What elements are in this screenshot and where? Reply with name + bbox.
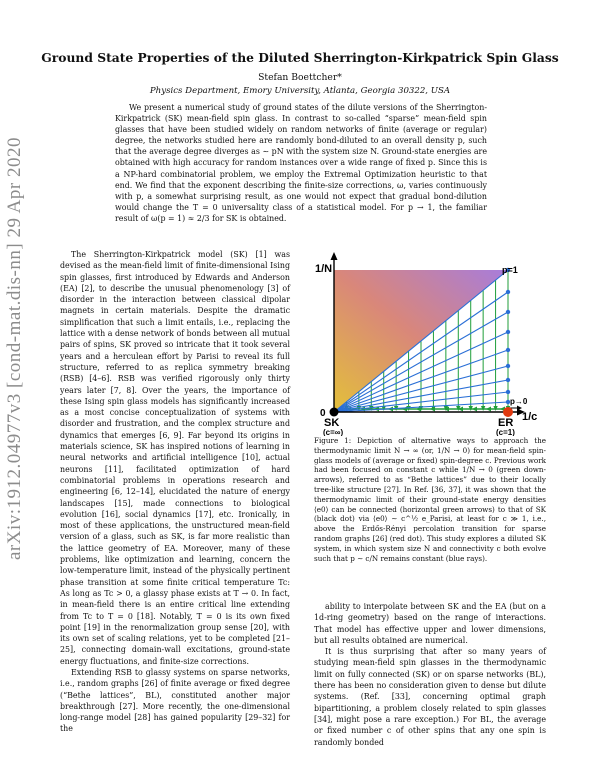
x-axis-label: 1/c bbox=[522, 411, 538, 423]
green-left-arrow bbox=[486, 407, 491, 412]
p0-label: p→0 bbox=[510, 397, 528, 406]
y-axis-arrowhead bbox=[331, 252, 338, 260]
author-affiliation: Physics Department, Emory University, Atlanta, Georgia 30322, USA bbox=[149, 86, 451, 96]
right-column bbox=[314, 601, 546, 748]
origin-label: 0 bbox=[320, 408, 326, 419]
er-sublabel: (c=1) bbox=[496, 428, 515, 436]
arxiv-identifier: arXiv:1912.04977v3 [cond-mat.dis-nn] 29 Apr 2020 bbox=[4, 137, 25, 560]
y-axis-label: 1/N bbox=[315, 263, 333, 275]
green-left-arrow bbox=[402, 407, 407, 412]
body-paragraph: It is thus surprising that after so many years of studying mean-field spin glasses in the thermodynamic limit on fully connected (SK) or on sparse networks (BL), there has been no consideration given to dense but dilute systems. (Ref. [33], concerning optimal graph bipartitioning, a problem closely related to spin glasses [34], might pose a rare exception.) For BL, the average or fixed number c of other spins that any one spin is randomly bonded bbox=[314, 647, 546, 747]
p1-label: p=1 bbox=[502, 265, 518, 275]
er-point bbox=[503, 407, 513, 417]
sk-label: SK bbox=[324, 417, 340, 429]
er-label: ER bbox=[498, 417, 514, 429]
abstract: We present a numerical study of ground states of the dilute versions of the Sherrington-Kirkpatrick (SK) mean-field spin glass. In contrast to so-called “sparse” mean-field spin glasses that have been studied widely on random networks of finite (average or regular) degree, the networks studied here are randomly bond-diluted to an overall density p, such that the average degree diverges as ∼ pN with the system size N. Ground-state energies are obtained with high accuracy for random instances over a wide range of fixed p. Since this is a NP-hard combinatorial problem, we employ the Extremal Optimization heuristic to that end. We find that the exponent describing the finite-size corrections, ω, varies continuously with p, a somewhat surprising result, as one would not expect that gradual bond-dilution would change the T = 0 universality class of a statistical model. For p → 1, the familiar result of ω(p = 1) ≈ 2/3 for SK is obtained. bbox=[115, 103, 487, 223]
blue-ray-arrowhead bbox=[506, 310, 510, 314]
blue-ray-arrowhead bbox=[506, 330, 510, 334]
figure-caption: Figure 1: Depiction of alternative ways to approach the thermodynamic limit N → ∞ (or, 1/N → 0) for mean-field spin-glass models of (average or fixed) spin-degree c. Previous work had been focused on constant c while 1/N → 0 (green down-arrows), referred to as “Bethe lattices” due to their locally tree-like structure [27]. In Ref. [36, 37], it was shown that the thermodynamic limit of their ground-state energy densities ⟨e0⟩ can be connected (horizontal green arrows) to that of SK (black dot) via ⟨e0⟩ ∼ c^½ e_Parisi, at least for c ≫ 1, i.e., above the Erdős-Rényi percolation transition for sparse random graphs [26] (red dot). This study explores a diluted SK system, in which system size N and connectivity c both evolve such that p ∼ c/N remains constant (blue rays). bbox=[314, 436, 546, 563]
body-paragraph: ability to interpolate between SK and the EA (but on a 1d-ring geometry) based on the range of interactions. That model has effective upper and lower dimensions, but all results obtained are numerical. bbox=[314, 602, 546, 645]
blue-ray-arrowhead bbox=[506, 364, 510, 368]
body-paragraph: The Sherrington-Kirkpatrick model (SK) [1] was devised as the mean-field limit of finite-dimensional Ising spin glasses, first introduced by Edwards and Anderson (EA) [2], to describe the unusual phenomenology [3] of disorder in the interaction between classical dipolar magnets in certain materials. Despite the dramatic simplification that such a limit entails, i.e., replacing the lattice with a dense network of bonds between all mutual pairs of spins, SK proved so intricate that it took several years and a herculean effort by Parisi to reveal its full structure, referred to as replica symmetry breaking (RSB) [4–6]. RSB was verified rigorously only thirty years later [7, 8]. Over the years, the importance of these Ising spin glass models has significantly increased as a most concise conceptualization of systems with disorder and frustration, and the complex structure and dynamics that emerges [6, 9]. Far beyond its origins in materials science, SK has inspired notions of learning in neural networks and artificial intelligence [10], actual neurons [11], facilitated optimization of hard combinatorial problems in operations research and engineering [6, 12–14], elucidated the nature of energy landscapes [15], made connections to biological evolution [16], social dynamics [17], etc. Ironically, in most of these applications, the unstructured mean-field version of a glass, such as SK, is far more realistic than the lattice geometry of EA. Moreover, many of these problems, like optimization and learning, concern the low-temperature limit, instead of the physically pertinent phase transition at some finite critical temperature Tc: As long as Tc > 0, a glassy phase exists at T → 0. In fact, in mean-field there is an entire critical line extending from Tc to T = 0 [18]. Notably, T = 0 is its own fixed point [19] in the renormalization group sense [20], with its own set of scaling relations, yet to be completed [21–25], connecting domain-wall excitations, ground-state energy fluctuations, and finite-size corrections. bbox=[60, 250, 291, 666]
blue-ray-arrowhead bbox=[506, 348, 510, 352]
author-name: Stefan Boettcher* bbox=[258, 72, 342, 83]
figure-1 bbox=[314, 250, 546, 436]
green-left-arrow bbox=[472, 407, 477, 412]
sk-sublabel: (c=∞) bbox=[323, 428, 344, 436]
body-paragraph: Extending RSB to glassy systems on sparse networks, i.e., random graphs [26] of finite average or fixed degree (“Bethe lattices”, BL), constituted another major breakthrough [27]. More recently, the one-dimensional long-range model [28] has gained popularity [29–32] for the bbox=[60, 667, 290, 734]
paper-title: Ground State Properties of the Diluted Sherrington-Kirkpatrick Spin Glass bbox=[41, 50, 559, 65]
sk-point bbox=[330, 408, 339, 417]
blue-ray-arrowhead bbox=[506, 390, 510, 394]
blue-ray-arrowhead bbox=[506, 378, 510, 382]
blue-ray-arrowhead bbox=[506, 290, 510, 294]
left-column bbox=[60, 249, 290, 735]
